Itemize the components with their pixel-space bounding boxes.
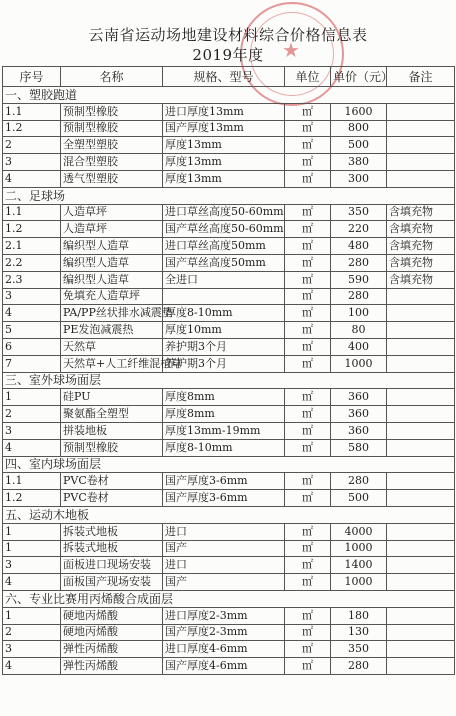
cell-price: 1000 — [331, 574, 387, 591]
table-header-row — [3, 67, 455, 87]
page-subtitle-year: 2019年度 — [192, 46, 264, 64]
cell-unit: ㎡ — [285, 120, 331, 137]
seal-star-icon: ★ — [282, 38, 300, 62]
table-row — [3, 557, 455, 574]
table-row — [3, 103, 455, 120]
header-cell-note: 备注 — [387, 67, 455, 87]
cell-note — [387, 305, 455, 322]
cell-name: 拆装式地板 — [61, 523, 163, 540]
cell-unit: ㎡ — [285, 322, 331, 339]
cell-spec: 国产 — [163, 540, 285, 557]
table-row — [3, 607, 455, 624]
cell-unit: ㎡ — [285, 439, 331, 456]
table-row — [3, 238, 455, 255]
table-row — [3, 574, 455, 591]
header-cell-price: 单价（元） — [331, 67, 387, 87]
cell-price: 1000 — [331, 540, 387, 557]
cell-name: 天然草+人工纤维混植草 — [61, 355, 163, 372]
cell-price: 350 — [331, 641, 387, 658]
cell-unit: ㎡ — [285, 641, 331, 658]
cell-note — [387, 103, 455, 120]
cell-unit: ㎡ — [285, 288, 331, 305]
cell-index: 3 — [3, 154, 61, 171]
cell-unit: ㎡ — [285, 607, 331, 624]
table-row — [3, 254, 455, 271]
cell-price: 280 — [331, 473, 387, 490]
cell-index: 5 — [3, 322, 61, 339]
table-row — [3, 221, 455, 238]
table-row — [3, 389, 455, 406]
cell-unit: ㎡ — [285, 355, 331, 372]
cell-name: 人造草坪 — [61, 221, 163, 238]
cell-index: 4 — [3, 658, 61, 675]
cell-note: 含填充物 — [387, 204, 455, 221]
cell-index: 4 — [3, 170, 61, 187]
cell-unit: ㎡ — [285, 170, 331, 187]
cell-price: 180 — [331, 607, 387, 624]
cell-name: 硬地丙烯酸 — [61, 624, 163, 641]
cell-index: 7 — [3, 355, 61, 372]
cell-name: 硬地丙烯酸 — [61, 607, 163, 624]
table-row — [3, 406, 455, 423]
cell-spec: 国产厚度3-6mm — [163, 473, 285, 490]
cell-price: 100 — [331, 305, 387, 322]
cell-price: 280 — [331, 254, 387, 271]
cell-note — [387, 540, 455, 557]
cell-index: 1 — [3, 607, 61, 624]
cell-note — [387, 338, 455, 355]
cell-name: 硅PU — [61, 389, 163, 406]
table-row — [3, 422, 455, 439]
header-cell-unit: 单位 — [285, 67, 331, 87]
cell-price: 480 — [331, 238, 387, 255]
cell-index: 1 — [3, 389, 61, 406]
cell-name: 面板进口现场安装 — [61, 557, 163, 574]
cell-unit: ㎡ — [285, 103, 331, 120]
section-title: 六、专业比赛用丙烯酸合成面层 — [3, 590, 455, 607]
cell-note — [387, 607, 455, 624]
cell-spec: 厚度8-10mm — [163, 305, 285, 322]
section-title: 三、室外球场面层 — [3, 372, 455, 389]
cell-name: 弹性丙烯酸 — [61, 641, 163, 658]
cell-note — [387, 658, 455, 675]
cell-name: 编织型人造草 — [61, 238, 163, 255]
cell-index: 2 — [3, 137, 61, 154]
cell-price: 350 — [331, 204, 387, 221]
section-header-row — [3, 506, 455, 523]
cell-name: 全塑型塑胶 — [61, 137, 163, 154]
cell-note — [387, 422, 455, 439]
cell-price: 500 — [331, 490, 387, 507]
table-row — [3, 271, 455, 288]
cell-name: 天然草 — [61, 338, 163, 355]
cell-note — [387, 641, 455, 658]
cell-spec: 厚度13mm — [163, 137, 285, 154]
cell-spec: 国产厚度4-6mm — [163, 658, 285, 675]
cell-price: 4000 — [331, 523, 387, 540]
cell-note — [387, 322, 455, 339]
cell-unit: ㎡ — [285, 557, 331, 574]
table-row — [3, 624, 455, 641]
cell-spec: 进口厚度13mm — [163, 103, 285, 120]
table-row — [3, 540, 455, 557]
cell-spec: 国产 — [163, 574, 285, 591]
cell-name: PVC卷材 — [61, 473, 163, 490]
cell-name: PA/PP丝状排水减震垫 — [61, 305, 163, 322]
cell-spec: 厚度13mm — [163, 154, 285, 171]
cell-name: 透气型塑胶 — [61, 170, 163, 187]
cell-unit: ㎡ — [285, 490, 331, 507]
section-title: 五、运动木地板 — [3, 506, 455, 523]
table-row — [3, 154, 455, 171]
table-row — [3, 305, 455, 322]
cell-index: 4 — [3, 305, 61, 322]
cell-name: 拼装地板 — [61, 422, 163, 439]
cell-spec: 国产厚度3-6mm — [163, 490, 285, 507]
cell-name: PE发泡减震热 — [61, 322, 163, 339]
cell-index: 2 — [3, 406, 61, 423]
table-row — [3, 641, 455, 658]
cell-spec: 国产草丝高度50-60mm — [163, 221, 285, 238]
section-header-row — [3, 590, 455, 607]
cell-spec: 厚度13mm — [163, 170, 285, 187]
cell-index: 1.1 — [3, 103, 61, 120]
cell-note — [387, 355, 455, 372]
cell-name: 人造草坪 — [61, 204, 163, 221]
cell-index: 3 — [3, 422, 61, 439]
cell-unit: ㎡ — [285, 523, 331, 540]
cell-unit: ㎡ — [285, 406, 331, 423]
cell-name: 弹性丙烯酸 — [61, 658, 163, 675]
table-row — [3, 137, 455, 154]
cell-spec: 进口草丝高度50-60mm — [163, 204, 285, 221]
cell-note — [387, 120, 455, 137]
cell-unit: ㎡ — [285, 221, 331, 238]
cell-spec: 养护期3个月 — [163, 338, 285, 355]
cell-note — [387, 490, 455, 507]
header-cell-spec: 规格、型号 — [163, 67, 285, 87]
table-row — [3, 355, 455, 372]
section-title: 二、足球场 — [3, 187, 455, 204]
cell-note — [387, 557, 455, 574]
cell-note — [387, 288, 455, 305]
cell-price: 280 — [331, 288, 387, 305]
cell-name: 编织型人造草 — [61, 271, 163, 288]
cell-name: 聚氨酯全塑型 — [61, 406, 163, 423]
cell-name: 混合型塑胶 — [61, 154, 163, 171]
cell-spec: 养护期3个月 — [163, 355, 285, 372]
cell-name: 预制型橡胶 — [61, 439, 163, 456]
cell-unit: ㎡ — [285, 204, 331, 221]
cell-spec: 厚度8mm — [163, 389, 285, 406]
table-row — [3, 288, 455, 305]
section-header-row — [3, 372, 455, 389]
cell-spec: 国产厚度13mm — [163, 120, 285, 137]
cell-spec: 进口厚度4-6mm — [163, 641, 285, 658]
cell-index: 1.2 — [3, 120, 61, 137]
cell-spec: 国产草丝高度50mm — [163, 254, 285, 271]
cell-note — [387, 406, 455, 423]
cell-index: 4 — [3, 439, 61, 456]
cell-price: 1400 — [331, 557, 387, 574]
header-cell-index: 序号 — [3, 67, 61, 87]
cell-price: 300 — [331, 170, 387, 187]
cell-spec: 厚度8-10mm — [163, 439, 285, 456]
cell-index: 6 — [3, 338, 61, 355]
cell-unit: ㎡ — [285, 422, 331, 439]
cell-spec: 全进口 — [163, 271, 285, 288]
cell-unit: ㎡ — [285, 254, 331, 271]
cell-note — [387, 624, 455, 641]
cell-price: 500 — [331, 137, 387, 154]
cell-price: 130 — [331, 624, 387, 641]
cell-spec: 进口 — [163, 523, 285, 540]
cell-note — [387, 439, 455, 456]
cell-name: PVC卷材 — [61, 490, 163, 507]
table-row — [3, 473, 455, 490]
cell-price: 80 — [331, 322, 387, 339]
cell-unit: ㎡ — [285, 389, 331, 406]
cell-index: 3 — [3, 641, 61, 658]
table-row — [3, 658, 455, 675]
cell-spec: 厚度13mm-19mm — [163, 422, 285, 439]
page-title: 云南省运动场地建设材料综合价格信息表 — [88, 26, 368, 44]
cell-unit: ㎡ — [285, 624, 331, 641]
cell-unit: ㎡ — [285, 305, 331, 322]
cell-spec: 进口厚度2-3mm — [163, 607, 285, 624]
cell-unit: ㎡ — [285, 238, 331, 255]
table-row — [3, 490, 455, 507]
cell-name: 免填充人造草坪 — [61, 288, 163, 305]
cell-price: 360 — [331, 406, 387, 423]
cell-name: 预制型橡胶 — [61, 120, 163, 137]
table-row — [3, 170, 455, 187]
cell-spec: 进口 — [163, 557, 285, 574]
section-header-row — [3, 87, 455, 104]
cell-index: 3 — [3, 557, 61, 574]
cell-index: 2.3 — [3, 271, 61, 288]
cell-note: 含填充物 — [387, 271, 455, 288]
table-row — [3, 120, 455, 137]
cell-note — [387, 137, 455, 154]
cell-spec: 厚度10mm — [163, 322, 285, 339]
cell-price: 590 — [331, 271, 387, 288]
cell-index: 1 — [3, 540, 61, 557]
cell-index: 3 — [3, 288, 61, 305]
cell-note — [387, 389, 455, 406]
cell-note — [387, 473, 455, 490]
cell-unit: ㎡ — [285, 540, 331, 557]
cell-unit: ㎡ — [285, 658, 331, 675]
cell-index: 4 — [3, 574, 61, 591]
cell-index: 2.2 — [3, 254, 61, 271]
cell-index: 1.1 — [3, 204, 61, 221]
table-row — [3, 322, 455, 339]
cell-unit: ㎡ — [285, 574, 331, 591]
cell-spec: 厚度8mm — [163, 406, 285, 423]
cell-spec: 国产厚度2-3mm — [163, 624, 285, 641]
cell-price: 580 — [331, 439, 387, 456]
cell-name: 编织型人造草 — [61, 254, 163, 271]
cell-note: 含填充物 — [387, 254, 455, 271]
table-row — [3, 204, 455, 221]
cell-index: 1.2 — [3, 490, 61, 507]
cell-unit: ㎡ — [285, 338, 331, 355]
cell-price: 360 — [331, 389, 387, 406]
cell-price: 800 — [331, 120, 387, 137]
cell-note — [387, 574, 455, 591]
cell-note: 含填充物 — [387, 221, 455, 238]
cell-note — [387, 170, 455, 187]
table-row — [3, 523, 455, 540]
cell-note: 含填充物 — [387, 238, 455, 255]
cell-name: 预制型橡胶 — [61, 103, 163, 120]
section-header-row — [3, 456, 455, 473]
cell-price: 1600 — [331, 103, 387, 120]
cell-price: 400 — [331, 338, 387, 355]
cell-unit: ㎡ — [285, 137, 331, 154]
cell-spec: 进口草丝高度50mm — [163, 238, 285, 255]
cell-index: 1.1 — [3, 473, 61, 490]
cell-index: 1.2 — [3, 221, 61, 238]
price-table — [2, 66, 455, 675]
cell-name: 面板国产现场安装 — [61, 574, 163, 591]
table-row — [3, 338, 455, 355]
cell-unit: ㎡ — [285, 271, 331, 288]
cell-unit: ㎡ — [285, 154, 331, 171]
table-row — [3, 439, 455, 456]
cell-price: 1000 — [331, 355, 387, 372]
section-title: 四、室内球场面层 — [3, 456, 455, 473]
cell-unit: ㎡ — [285, 473, 331, 490]
header-cell-name: 名称 — [61, 67, 163, 87]
cell-spec — [163, 288, 285, 305]
cell-index: 2 — [3, 624, 61, 641]
cell-price: 380 — [331, 154, 387, 171]
cell-index: 1 — [3, 523, 61, 540]
cell-note — [387, 523, 455, 540]
cell-name: 拆装式地板 — [61, 540, 163, 557]
section-header-row — [3, 187, 455, 204]
cell-price: 220 — [331, 221, 387, 238]
cell-note — [387, 154, 455, 171]
cell-price: 280 — [331, 658, 387, 675]
section-title: 一、塑胶跑道 — [3, 87, 455, 104]
cell-index: 2.1 — [3, 238, 61, 255]
cell-price: 360 — [331, 422, 387, 439]
